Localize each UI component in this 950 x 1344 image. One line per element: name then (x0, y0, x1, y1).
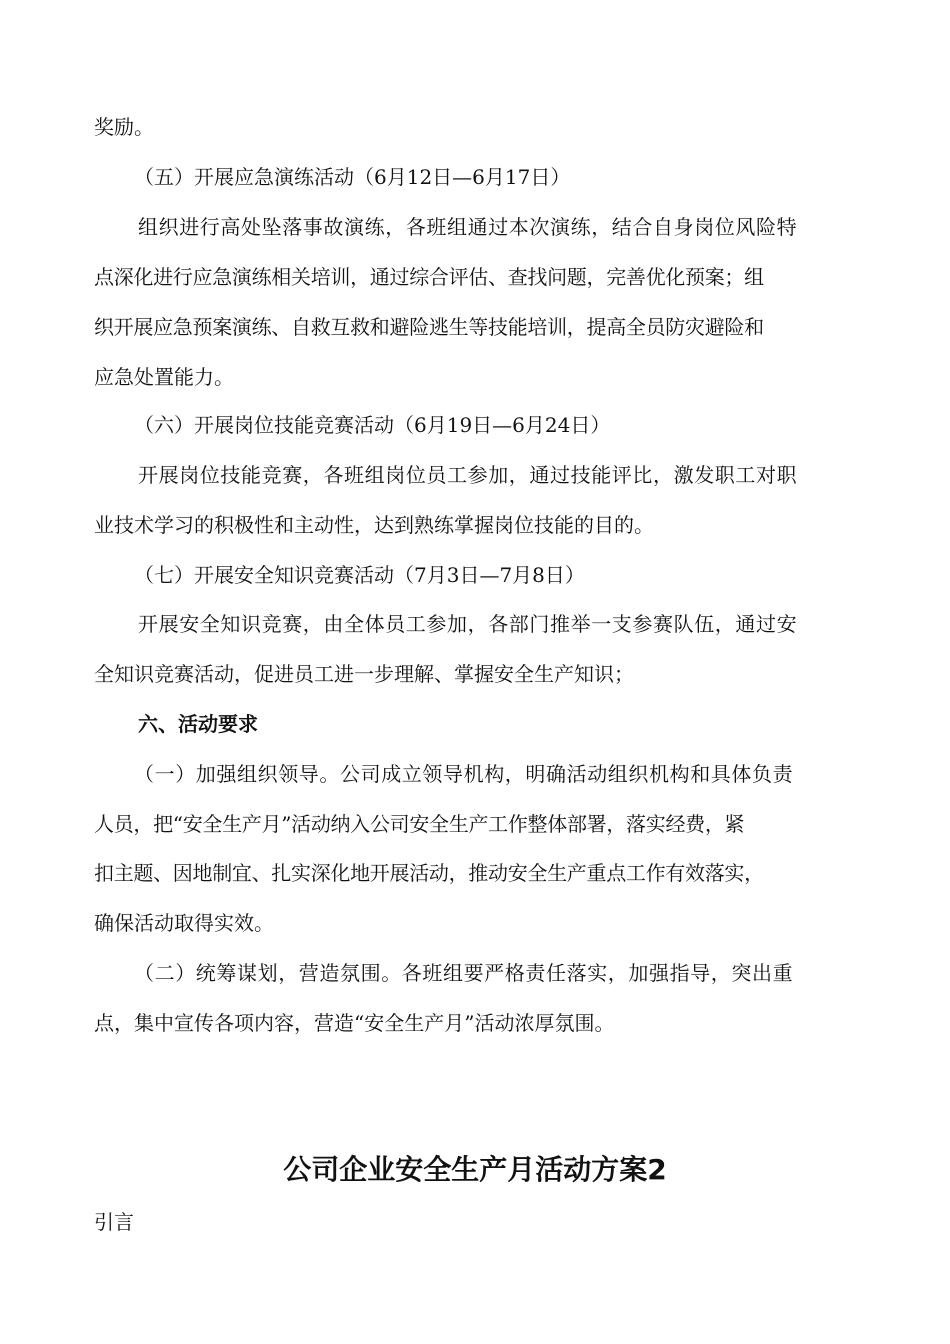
paragraph-line: 点深化进行应急演练相关培训，通过综合评估、查找问题，完善优化预案；组 (94, 265, 764, 289)
paragraph-line: （二）统筹谋划，营造氛围。各班组要严格责任落实，加强指导，突出重 (134, 961, 794, 985)
paragraph-line: 全知识竞赛活动，促进员工进一步理解、掌握安全生产知识； (94, 662, 634, 686)
intro-label: 引言 (94, 1210, 134, 1234)
paragraph-line: （一）加强组织领导。公司成立领导机构，明确活动组织机构和具体负责 (134, 762, 794, 786)
paragraph-line: 开展安全知识竞赛，由全体员工参加，各部门推举一支参赛队伍，通过安 (138, 612, 798, 636)
paragraph-line: 人员，把“安全生产月”活动纳入公司安全生产工作整体部署，落实经费，紧 (94, 812, 745, 836)
paragraph-line: 组织进行高处坠落事故演练，各班组通过本次演练，结合自身岗位风险特 (138, 215, 798, 239)
paragraph-line: 开展岗位技能竞赛，各班组岗位员工参加，通过技能评比，激发职工对职 (138, 463, 798, 487)
document-title: 公司企业安全生产月活动方案2 (283, 1153, 667, 1186)
paragraph-line: 确保活动取得实效。 (94, 911, 274, 935)
paragraph-line: 织开展应急预案演练、自救互救和避险逃生等技能培训，提高全员防灾避险和 (94, 315, 764, 339)
paragraph-line: 奖励。 (94, 115, 154, 139)
paragraph-line: 应急处置能力。 (94, 365, 234, 389)
paragraph-line: 点，集中宣传各项内容，营造“安全生产月”活动浓厚氛围。 (94, 1011, 615, 1035)
paragraph-line: 业技术学习的积极性和主动性，达到熟练掌握岗位技能的目的。 (94, 513, 654, 537)
section-heading: （六）开展岗位技能竞赛活动（6月19日—6月24日） (134, 413, 611, 437)
chapter-heading: 六、活动要求 (138, 712, 258, 736)
paragraph-line: 扣主题、因地制宜、扎实深化地开展活动，推动安全生产重点工作有效落实， (94, 861, 764, 885)
section-heading: （五）开展应急演练活动（6月12日—6月17日） (134, 165, 571, 189)
section-heading: （七）开展安全知识竞赛活动（7月3日—7月8日） (134, 563, 585, 587)
